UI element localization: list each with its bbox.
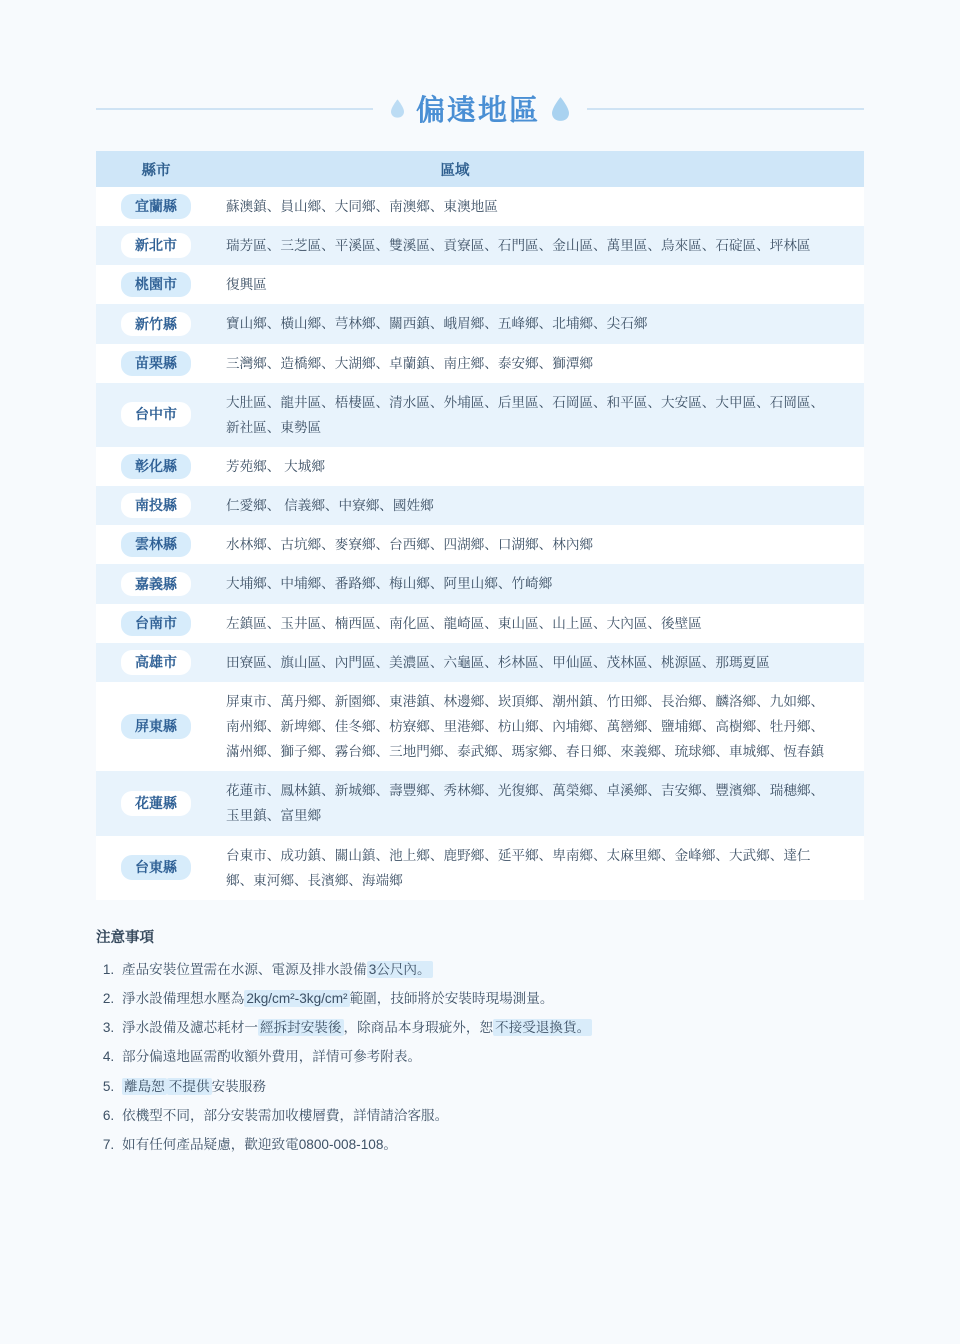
county-pill: 高雄市 [121,650,191,675]
table-row [96,836,864,900]
note-item: 7. 如有任何產品疑慮，歡迎致電0800-008-108。 [118,1130,864,1159]
column-header-county: 縣市 [141,162,171,179]
cell-area: 仁愛鄉、 信義鄉、中寮鄉、國姓鄉 [226,498,434,514]
county-pill: 新北市 [121,233,191,258]
water-drop-icon [552,97,569,121]
county-pill: 桃園市 [121,272,191,297]
cell-county [96,351,216,376]
cell-area: 左鎮區、玉井區、楠西區、南化區、龍崎區、東山區、山上區、大內區、後壁區 [226,615,702,631]
county-pill: 屏東縣 [121,714,191,739]
table-row [96,643,864,682]
notes-section [96,926,864,1160]
cell-county [96,791,216,816]
title-inner [373,88,587,129]
page-title: 偏遠地區 [416,95,541,127]
cell-area: 蘇澳鎮、員山鄉、大同鄉、南澳鄉、東澳地區 [226,199,498,214]
table-row [96,344,864,383]
note-item: 5. 離島恕 不提供 安裝服務 [118,1072,864,1101]
note-item: 3. 淨水設備及濾芯耗材一 經拆封安裝後 ，除商品本身瑕疵外，恕 不接受退換貨。 [118,1013,864,1042]
cell-county [96,650,216,675]
cell-county [96,194,216,219]
cell-area: 大肚區、龍井區、梧棲區、清水區、外埔區、后里區、石岡區、和平區、大安區、大甲區、石岡區、新社區、東勢區 [226,394,825,435]
note-item: 2. 淨水設備理想水壓為 2kg/cm²-3kg/cm² 範圍，技師將於安裝時現場測量。 [118,984,864,1013]
title-rule-right [587,108,864,110]
cell-area: 寶山鄉、橫山鄉、芎林鄉、關西鎮、峨眉鄉、五峰鄉、北埔鄉、尖石鄉 [226,316,648,332]
cell-county [96,402,216,427]
cell-area: 屏東市、萬丹鄉、新園鄉、東港鎮、林邊鄉、崁頂鄉、潮州鎮、竹田鄉、長治鄉、麟洛鄉、九如鄉、南州鄉、新埤鄉、佳冬鄉、枋寮鄉、里港鄉、枋山鄉、內埔鄉、萬巒鄉、鹽埔鄉、高樹鄉、牡丹鄉、滿州鄉、獅子鄉、霧台鄉、三地門鄉、泰武鄉、瑪家鄉、春日鄉、來義鄉、琉球鄉、車城鄉、恆春鎮 [226,693,825,760]
cell-county [96,855,216,880]
table-row [96,447,864,486]
cell-area: 田寮區、旗山區、內門區、美濃區、六龜區、杉林區、甲仙區、茂林區、桃源區、那瑪夏區 [226,654,770,670]
county-pill: 新竹縣 [121,312,191,337]
table-row [96,265,864,304]
note-item: 1. 產品安裝位置需在水源、電源及排水設備 3公尺內。 [118,955,864,984]
cell-county [96,572,216,597]
cell-county [96,312,216,337]
cell-area: 台東市、成功鎮、關山鎮、池上鄉、鹿野鄉、延平鄉、卑南鄉、太麻里鄉、金峰鄉、大武鄉、達仁鄉、東河鄉、長濱鄉、海端鄉 [226,847,811,888]
table-row [96,525,864,564]
table-header-row [96,151,864,187]
cell-area: 復興區 [226,277,267,293]
table-row [96,486,864,525]
county-pill: 宜蘭縣 [121,194,191,219]
note-item: 6. 依機型不同，部分安裝需加收樓層費，詳情請洽客服。 [118,1101,864,1130]
county-pill: 台東縣 [121,855,191,880]
cell-county [96,493,216,518]
cell-area: 大埔鄉、中埔鄉、番路鄉、梅山鄉、阿里山鄉、竹崎鄉 [226,576,553,592]
cell-county [96,532,216,557]
table-row [96,187,864,226]
county-pill: 台中市 [121,402,191,427]
footer-spacer [0,1159,960,1219]
cell-area: 三灣鄉、造橋鄉、大湖鄉、卓蘭鎮、南庄鄉、泰安鄉、獅潭鄉 [226,355,594,371]
table-row [96,682,864,771]
note-item: 4. 部分偏遠地區需酌收額外費用，詳情可參考附表。 [118,1042,864,1071]
table-row [96,226,864,265]
cell-county [96,272,216,297]
cell-county [96,233,216,258]
water-drop-icon [391,99,404,118]
cell-county [96,714,216,739]
county-pill: 苗栗縣 [121,351,191,376]
county-pill: 彰化縣 [121,454,191,479]
county-pill: 嘉義縣 [121,572,191,597]
county-pill: 雲林縣 [121,532,191,557]
cell-area: 水林鄉、古坑鄉、麥寮鄉、台西鄉、四湖鄉、口湖鄉、林內鄉 [226,537,594,553]
cell-area: 芳苑鄉、 大城鄉 [226,458,325,474]
cell-area: 花蓮市、鳳林鎮、新城鄉、壽豐鄉、秀林鄉、光復鄉、萬榮鄉、卓溪鄉、吉安鄉、豐濱鄉、瑞穗鄉、玉里鎮、富里鄉 [226,783,825,824]
column-header-area: 區域 [440,162,470,179]
notes-list [96,955,864,1160]
table-row [96,564,864,603]
remote-area-table [96,151,864,900]
cell-county [96,454,216,479]
table-row [96,771,864,835]
table-row [96,604,864,643]
table-row [96,304,864,343]
county-pill: 南投縣 [121,493,191,518]
notes-title: 注意事項 [96,929,154,946]
cell-area: 瑞芳區、三芝區、平溪區、雙溪區、貢寮區、石門區、金山區、萬里區、烏來區、石碇區、坪林區 [226,238,811,254]
title-rule-left [96,108,373,110]
county-pill: 台南市 [121,611,191,636]
table-row [96,383,864,447]
cell-county [96,611,216,636]
page-header [0,0,960,129]
county-pill: 花蓮縣 [121,791,191,816]
